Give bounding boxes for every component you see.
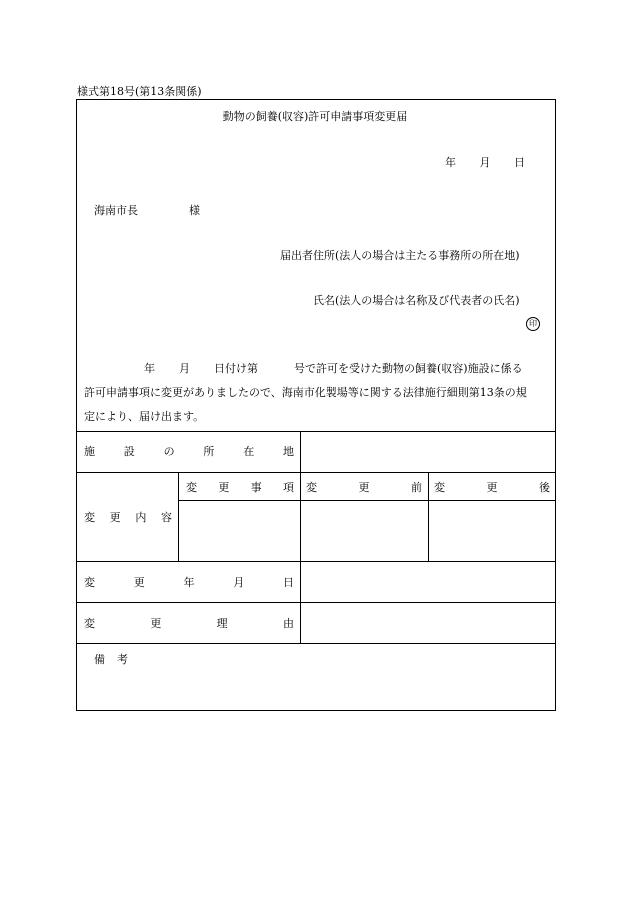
permit-number-text: 号で許可を受けた動物の飼養(収容)施設に係る: [294, 362, 523, 375]
permit-month-label: 月: [179, 362, 190, 375]
addressee-mayor: 海南市長: [94, 204, 138, 217]
declaration-text: [84, 357, 550, 429]
table-top-line: [76, 431, 556, 432]
declaration-line-1: [84, 357, 550, 381]
declaration-line-2: 許可申請事項に変更がありましたので、海南市化製場等に関する法律施行細則第13条の規: [84, 386, 527, 399]
date-line: [445, 155, 525, 169]
applicant-address-label: 届出者住所(法人の場合は主たる事務所の所在地): [280, 249, 520, 262]
change-date-field[interactable]: [302, 563, 554, 601]
declaration-line-3: 定により、届け出ます。: [84, 410, 205, 423]
after-change-header: 変 更 後: [434, 481, 550, 494]
seal-mark: 印: [526, 317, 540, 331]
change-reason-field[interactable]: [302, 604, 554, 642]
facility-location-field[interactable]: [302, 433, 554, 471]
change-item-field[interactable]: [180, 502, 299, 560]
permit-year-label: 年: [144, 362, 155, 375]
addressee-honorific: 様: [189, 204, 200, 217]
date-year-label: 年: [445, 156, 456, 169]
date-month-label: 月: [479, 156, 491, 169]
change-reason-label: 変 更 理 由: [84, 617, 294, 630]
change-item-header: 変 更 事 項: [186, 481, 294, 494]
form-number-label: 様式第18号(第13条関係): [77, 85, 202, 98]
form-title: 動物の飼養(収容)許可申請事項変更届: [222, 110, 408, 123]
date-day-label: 日: [514, 156, 525, 169]
permit-date-label: 日付け第: [214, 362, 258, 375]
change-content-label: 変 更 内 容: [84, 511, 172, 524]
before-change-field[interactable]: [302, 502, 427, 560]
change-date-label: 変 更 年 月 日: [84, 576, 294, 589]
facility-location-label: 施 設 の 所 在 地: [84, 445, 294, 458]
applicant-name-label: 氏名(法人の場合は名称及び代表者の氏名): [313, 294, 520, 307]
after-change-field[interactable]: [430, 502, 554, 560]
remarks-field[interactable]: [78, 668, 554, 709]
before-change-header: 変 更 前: [306, 481, 422, 494]
remarks-label: 備 考: [94, 653, 128, 666]
